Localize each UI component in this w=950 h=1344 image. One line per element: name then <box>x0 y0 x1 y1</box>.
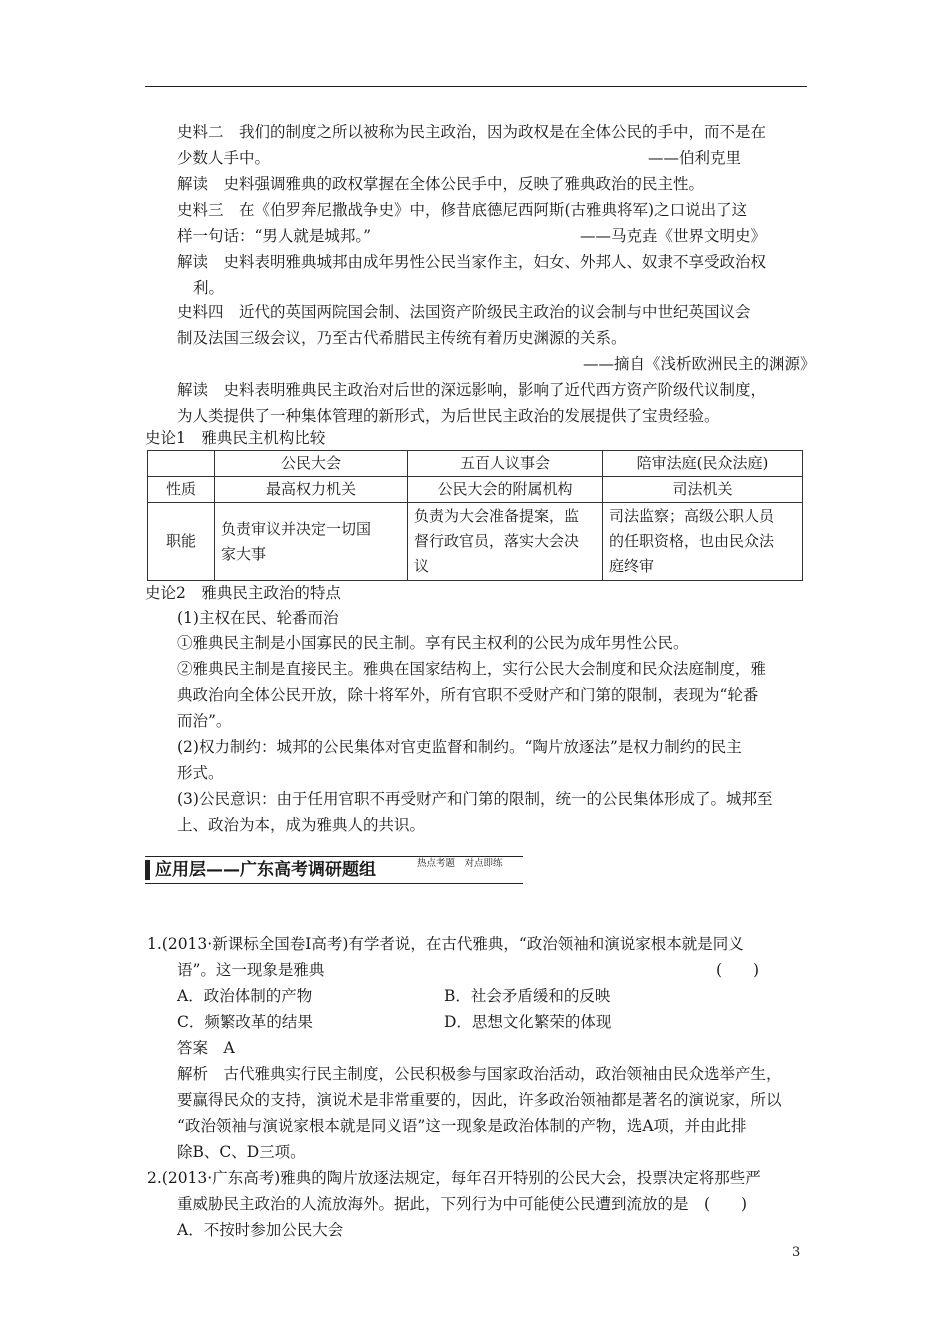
thesis2-point1b-line1: ②雅典民主制是直接民主。雅典在国家结构上，实行公民大会制度和民众法庭制度，雅 <box>177 660 767 678</box>
source2-line1: 史料二 我们的制度之所以被称为民主政治，因为政权是在全体公民的手中，而不是在 <box>177 123 767 141</box>
q1-answer: 答案 A <box>177 1039 235 1057</box>
source3-attribution: ——马克垚《世界文明史》 <box>580 227 767 245</box>
q2-stem-line2: 重威胁民主政治的人流放海外。据此，下列行为中可能使公民遭到流放的是 ( ) <box>177 1195 748 1213</box>
table-header-row <box>148 451 803 477</box>
cell-court-function <box>603 503 803 581</box>
q2-stem-line1: 2.(2013·广东高考)雅典的陶片放逐法规定，每年召开特别的公民大会，投票决定将那些严 <box>147 1169 761 1187</box>
page-number: 3 <box>792 1245 801 1260</box>
q1-stem-line1: 1.(2013·新课标全国卷Ⅰ高考)有学者说，在古代雅典，“政治领袖和演说家根本就是同义 <box>147 935 744 953</box>
q1-explanation-line3: “政治领袖与演说家根本就是同义语”这一现象是政治体制的产物，选A项，并由此排 <box>177 1117 747 1135</box>
reading2: 解读 史料强调雅典的政权掌握在全体公民手中，反映了雅典政治的民主性。 <box>177 175 705 193</box>
q1-explanation-line2: 要赢得民众的支持，演说术是非常重要的，因此，许多政治领袖都是著名的演说家，所以 <box>177 1091 782 1109</box>
institution-comparison-table <box>147 450 803 581</box>
source4-attribution: ——摘自《浅析欧洲民主的渊源》 <box>583 355 816 373</box>
source4-line1: 史料四 近代的英国两院国会制、法国资产阶级民主政治的议会制与中世纪英国议会 <box>177 303 751 321</box>
thesis2-point3-line2: 上、政治为本，成为雅典人的共识。 <box>177 816 426 834</box>
thesis2-point3-line1: (3)公民意识：由于任用官职不再受财产和门第的限制，统一的公民集体形成了。城邦至 <box>177 790 773 808</box>
cell-court-nature: 司法机关 <box>603 477 803 503</box>
cell-text-line: 庭终审 <box>609 557 655 575</box>
header-rule <box>145 86 807 87</box>
cell-text-line: 议 <box>414 557 430 575</box>
table-corner-cell <box>148 451 215 477</box>
cell-assembly-nature: 最高权力机关 <box>215 477 408 503</box>
cell-text-line: 的任职资格，也由民众法 <box>609 532 775 550</box>
cell-text-line: 负责审议并决定一切国 <box>221 519 372 538</box>
cell-council-function <box>408 503 603 581</box>
q1-answer-paren: ( ) <box>716 961 760 979</box>
source3-line1: 史料三 在《伯罗奔尼撒战争史》中，修昔底德尼西阿斯(古雅典将军)之口说出了这 <box>177 201 748 219</box>
reading3-line1: 解读 史料表明雅典城邦由成年男性公民当家作主，妇女、外邦人、奴隶不享受政治权 <box>177 253 767 271</box>
source2-line2: 少数人手中。 <box>177 149 271 167</box>
thesis2-point1b-line3: 而治”。 <box>177 712 232 730</box>
section-heading <box>145 856 523 884</box>
section-title: 应用层——广东高考调研题组 <box>155 860 376 880</box>
cell-text-line: 负责为大会准备提案，监 <box>414 507 580 525</box>
cell-text-line: 司法监察；高级公职人员 <box>609 507 775 525</box>
cell-text-line: 督行政官员，落实大会决 <box>414 532 580 550</box>
q1-explanation-line4: 除B、C、D三项。 <box>177 1143 306 1161</box>
q1-option-b: B．社会矛盾缓和的反映 <box>444 987 611 1005</box>
header-assembly: 公民大会 <box>215 451 408 477</box>
thesis2-point1b-line2: 典政治向全体公民开放，除十将军外，所有官职不受财产和门第的限制，表现为“轮番 <box>177 686 759 704</box>
reading3-line2: 利。 <box>193 279 225 297</box>
table-row <box>148 477 803 503</box>
thesis2-title: 史论2 雅典民主政治的特点 <box>145 584 341 602</box>
source2-attribution: ——伯利克里 <box>648 149 742 167</box>
q2-option-a: A．不按时参加公民大会 <box>177 1221 344 1239</box>
q1-stem-line2: 语”。这一现象是雅典 <box>177 961 325 979</box>
reading4-line2: 为人类提供了一种集体管理的新形式，为后世民主政治的发展提供了宝贵经验。 <box>177 407 720 425</box>
thesis2-point1a: ①雅典民主制是小国寡民的民主制。享有民主权利的公民为成年男性公民。 <box>177 634 689 652</box>
section-marker <box>145 860 150 880</box>
thesis1-title: 史论1 雅典民主机构比较 <box>145 429 326 447</box>
section-subtitle: 热点考题 对点即练 <box>417 858 503 869</box>
reading4-line1: 解读 史料表明雅典民主政治对后世的深远影响，影响了近代西方资产阶级代议制度， <box>177 381 767 399</box>
q1-option-a: A．政治体制的产物 <box>177 987 313 1005</box>
cell-council-nature: 公民大会的附属机构 <box>408 477 603 503</box>
q1-option-d: D．思想文化繁荣的体现 <box>444 1013 612 1031</box>
thesis2-point2-line2: 形式。 <box>177 764 224 782</box>
header-court: 陪审法庭(民众法庭) <box>603 451 803 477</box>
source3-line2: 样一句话：“男人就是城邦。” <box>177 227 372 245</box>
cell-text-line: 家大事 <box>221 544 267 563</box>
table-row <box>148 503 803 581</box>
q1-option-c: C．频繁改革的结果 <box>177 1013 313 1031</box>
q1-explanation-line1: 解析 古代雅典实行民主制度，公民积极参与国家政治活动，政治领袖由民众选举产生， <box>177 1065 782 1083</box>
row-label-function: 职能 <box>148 503 215 581</box>
cell-assembly-function <box>215 503 408 581</box>
row-label-nature: 性质 <box>148 477 215 503</box>
header-council: 五百人议事会 <box>408 451 603 477</box>
source4-line2: 制及法国三级会议，乃至古代希腊民主传统有着历史渊源的关系。 <box>177 329 627 347</box>
thesis2-point1: (1)主权在民、轮番而治 <box>177 609 339 627</box>
thesis2-point2-line1: (2)权力制约：城邦的公民集体对官吏监督和制约。“陶片放逐法”是权力制约的民主 <box>177 738 742 756</box>
